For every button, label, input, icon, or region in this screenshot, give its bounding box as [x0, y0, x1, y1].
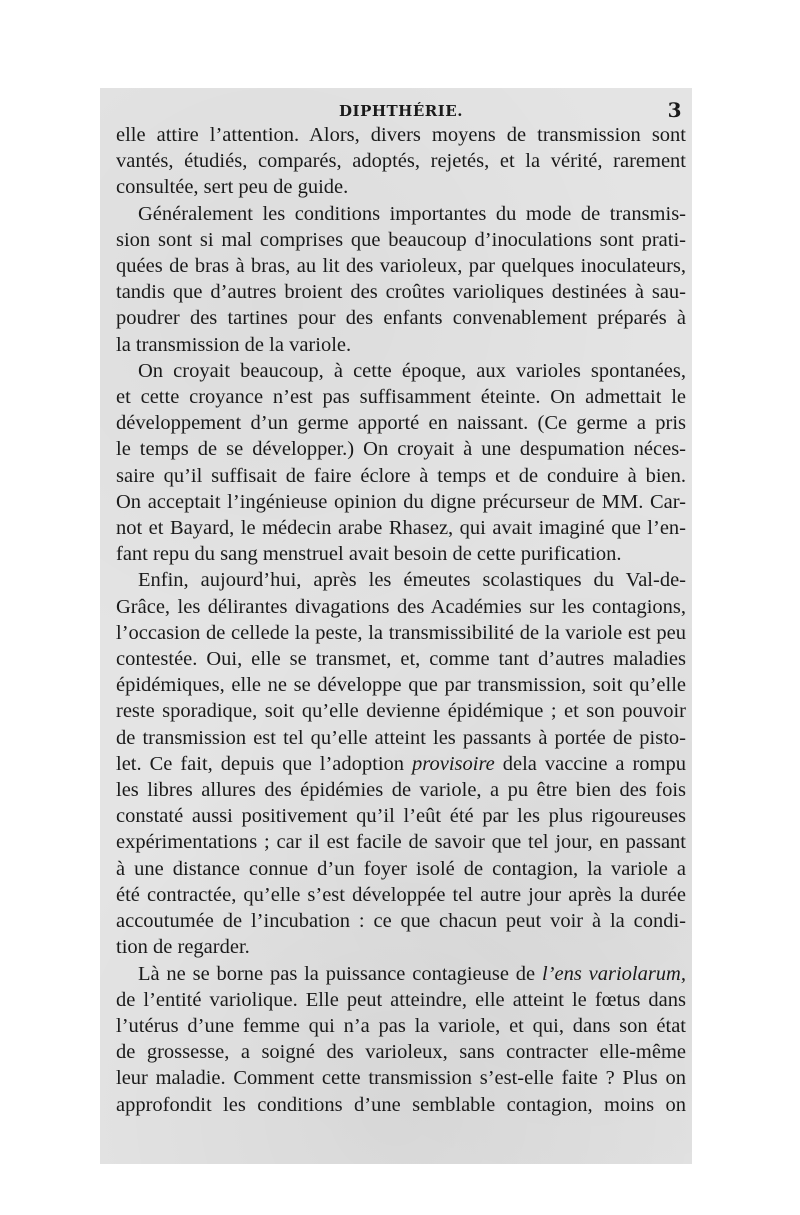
page-number: 3 [667, 98, 682, 122]
text-line: fant repu du sang menstruel avait besoin de cette purification. [116, 543, 622, 566]
paragraph-5 [116, 961, 686, 1118]
text-line: de l’entité variolique. Elle peut atteindre, elle atteint le fœtus dans [116, 988, 686, 1011]
paragraph-4 [116, 567, 686, 960]
text-line: accoutumée de l’incubation : ce que chacun peut voir à la condi- [116, 910, 686, 933]
text-line: constaté aussi positivement qu’il l’eût été par les plus rigoureuses [116, 805, 686, 828]
italic-word: provisoire [412, 752, 495, 775]
text-line-with-italic [116, 751, 686, 777]
text-line: à une distance connue d’un foyer isolé de contagion, la variole a [116, 857, 686, 880]
text-line: expérimentations ; car il est facile de savoir que tel jour, en passant [116, 831, 686, 854]
running-title: DIPHTHÉRIE. [339, 102, 463, 120]
text-line: et cette croyance n’est pas suffisamment éteinte. On admettait le [116, 386, 686, 409]
text-line: les libres allures des épidémies de variole, a pu être bien des fois [116, 779, 686, 802]
text-line: l’utérus d’une femme qui n’a pas la variole, et qui, dans son état [116, 1014, 686, 1037]
text-line: saire qu’il suffisait de faire éclore à temps et de conduire à bien. [116, 464, 686, 487]
text-line: poudrer des tartines pour des enfants convenablement préparés à [116, 307, 686, 330]
text-line: On croyait beaucoup, à cette époque, aux varioles spontanées, [138, 359, 686, 382]
text-line: tandis que d’autres broient des croûtes varioliques destinées à sau- [116, 281, 686, 304]
text-line: quées de bras à bras, au lit des varioleux, par quelques inoculateurs, [116, 255, 686, 278]
text-line: la transmission de la variole. [116, 333, 352, 356]
text-segment: Là ne se borne pas la puissance contagieuse de [138, 962, 542, 985]
text-line: épidémiques, elle ne se développe que par transmission, soit qu’elle [116, 674, 686, 697]
body-text [116, 122, 686, 1118]
text-line: leur maladie. Comment cette transmission s’est-elle faite ? Plus on [116, 1067, 686, 1090]
text-line: l’occasion de cellede la peste, la transmissibilité de la variole est peu [116, 621, 686, 644]
text-segment: dela vaccine a rompu [494, 752, 686, 775]
book-page [116, 96, 686, 1118]
text-line: de grossesse, a soigné des varioleux, sans contracter elle-même [116, 1041, 686, 1064]
running-head [116, 96, 686, 122]
text-line: Généralement les conditions importantes du mode de transmis- [138, 202, 686, 225]
text-line: elle attire l’attention. Alors, divers moyens de transmission sont [116, 124, 686, 146]
text-line: reste sporadique, soit qu’elle devienne épidémique ; et son pouvoir [116, 700, 686, 723]
text-line: On acceptait l’ingénieuse opinion du digne précurseur de MM. Car- [116, 490, 686, 513]
paragraph-3 [116, 358, 686, 568]
text-line-with-italic [116, 961, 686, 987]
italic-word: l’ens variolarum, [541, 962, 686, 985]
text-line: contestée. Oui, elle se transmet, et, comme tant d’autres maladies [116, 648, 686, 671]
text-line: sion sont si mal comprises que beaucoup d’inoculations sont prati- [116, 228, 686, 251]
text-line: vantés, étudiés, comparés, adoptés, rejetés, et la vérité, rarement [116, 150, 686, 173]
text-line: Grâce, les délirantes divagations des Académies sur les contagions, [116, 595, 686, 618]
text-line: approfondit les conditions d’une semblable contagion, moins on [116, 1093, 686, 1116]
text-line: not et Bayard, le médecin arabe Rhasez, qui avait imaginé que l’en- [116, 517, 686, 540]
text-line: développement d’un germe apporté en naissant. (Ce germe a pris [116, 412, 686, 435]
text-line: Enfin, aujourd’hui, après les émeutes scolastiques du Val-de- [138, 569, 686, 592]
paragraph-2 [116, 201, 686, 358]
text-line: consultée, sert peu de guide. [116, 176, 349, 199]
text-line: de transmission est tel qu’elle atteint les passants à portée de pisto- [116, 726, 686, 749]
text-line: tion de regarder. [116, 936, 250, 959]
paragraph-1 [116, 122, 686, 201]
text-segment: let. Ce fait, depuis que l’adoption [116, 752, 413, 775]
text-line: été contractée, qu’elle s’est développée tel autre jour après la durée [116, 883, 686, 906]
text-line: le temps de se développer.) On croyait à une despumation néces- [116, 438, 686, 461]
